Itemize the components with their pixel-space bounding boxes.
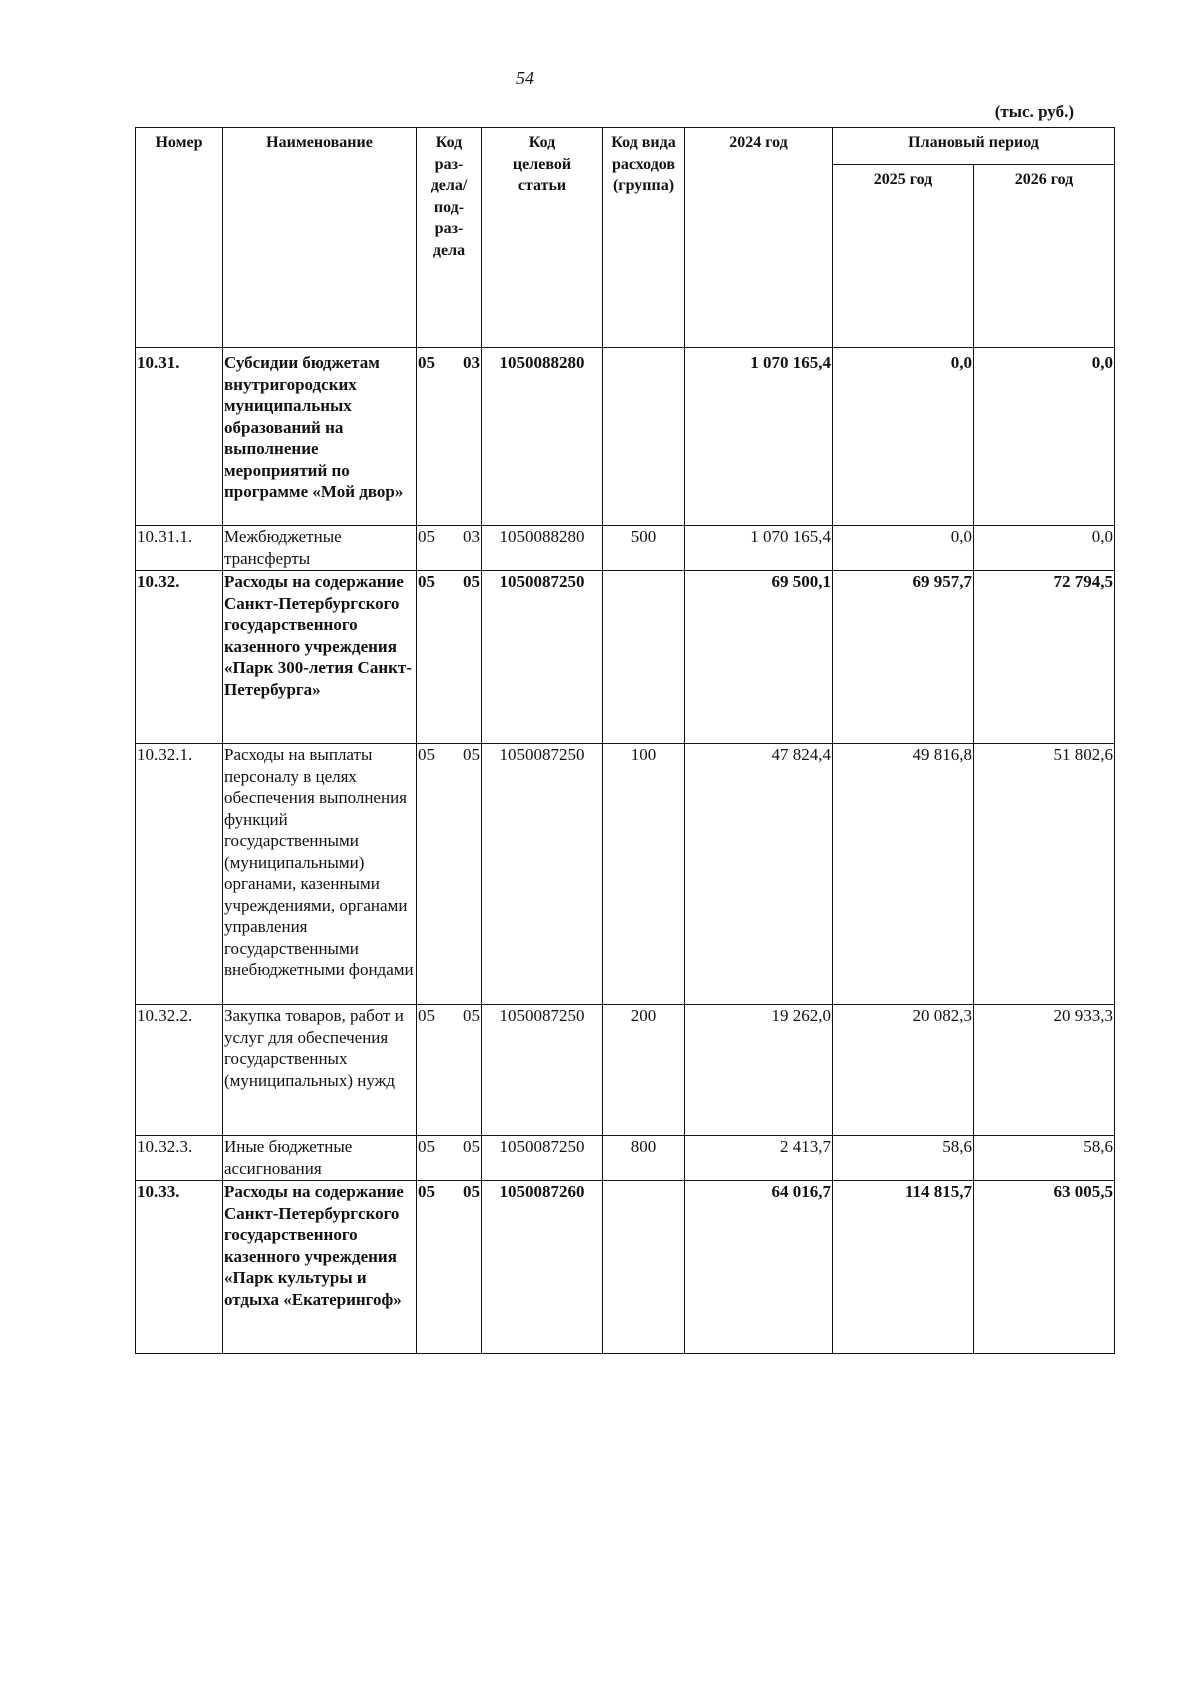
row-subrazdel-code: 05 bbox=[463, 572, 480, 591]
row-target: 1050087250 bbox=[482, 1136, 603, 1181]
row-group: 200 bbox=[603, 1005, 685, 1136]
header-name: Наименование bbox=[223, 128, 417, 348]
table-row bbox=[136, 1136, 1115, 1181]
row-amount-2026: 51 802,6 bbox=[974, 744, 1115, 1005]
page-number: 54 bbox=[516, 68, 534, 88]
row-target: 1050087250 bbox=[482, 1005, 603, 1136]
header-2026: 2026 год bbox=[974, 165, 1115, 348]
row-name: Расходы на содержание Санкт-Петербургского государственного казенного учреждения «Парк 300-летия Санкт-Петербурга» bbox=[223, 571, 417, 744]
header-razdel-line: под- bbox=[433, 198, 465, 216]
row-amount-2024: 19 262,0 bbox=[685, 1005, 833, 1136]
row-razdel bbox=[417, 571, 482, 744]
row-amount-2026: 58,6 bbox=[974, 1136, 1115, 1181]
row-group bbox=[603, 1181, 685, 1354]
header-target bbox=[482, 128, 603, 348]
row-number: 10.32.1. bbox=[136, 744, 223, 1005]
table-row bbox=[136, 1005, 1115, 1136]
row-amount-2024: 1 070 165,4 bbox=[685, 526, 833, 571]
row-subrazdel-code: 03 bbox=[463, 353, 480, 372]
row-subrazdel-code: 05 bbox=[463, 1006, 480, 1025]
row-amount-2026: 63 005,5 bbox=[974, 1181, 1115, 1354]
row-amount-2026: 72 794,5 bbox=[974, 571, 1115, 744]
header-razdel-line: раз- bbox=[434, 155, 464, 173]
row-amount-2024: 69 500,1 bbox=[685, 571, 833, 744]
row-razdel bbox=[417, 744, 482, 1005]
row-razdel-code: 05 bbox=[418, 527, 435, 546]
table-header bbox=[136, 128, 1115, 348]
header-expense-line: расходов bbox=[611, 155, 676, 173]
table-row bbox=[136, 526, 1115, 571]
row-amount-2025: 49 816,8 bbox=[833, 744, 974, 1005]
row-group: 500 bbox=[603, 526, 685, 571]
header-2025: 2025 год bbox=[833, 165, 974, 348]
header-razdel-line: Код bbox=[435, 134, 463, 151]
row-subrazdel-code: 05 bbox=[463, 1182, 480, 1201]
header-target-line: статьи bbox=[517, 177, 567, 194]
header-razdel-line: раз- bbox=[434, 220, 464, 237]
header-target-line: целевой bbox=[512, 155, 572, 173]
row-razdel bbox=[417, 1181, 482, 1354]
row-razdel-code: 05 bbox=[418, 1137, 435, 1156]
row-amount-2025: 69 957,7 bbox=[833, 571, 974, 744]
row-number: 10.31. bbox=[136, 348, 223, 526]
row-amount-2024: 1 070 165,4 bbox=[685, 348, 833, 526]
row-name: Расходы на содержание Санкт-Петербургского государственного казенного учреждения «Парк культуры и отдыха «Екатерингоф» bbox=[223, 1181, 417, 1354]
row-razdel-code: 05 bbox=[418, 1182, 435, 1201]
row-razdel-code: 05 bbox=[418, 1006, 435, 1025]
budget-table bbox=[135, 127, 1115, 1354]
row-razdel bbox=[417, 348, 482, 526]
row-target: 1050087250 bbox=[482, 571, 603, 744]
row-amount-2025: 0,0 bbox=[833, 348, 974, 526]
row-razdel bbox=[417, 1136, 482, 1181]
row-razdel-code: 05 bbox=[418, 745, 435, 764]
row-amount-2024: 47 824,4 bbox=[685, 744, 833, 1005]
row-subrazdel-code: 05 bbox=[463, 745, 480, 764]
row-name: Межбюджетные трансферты bbox=[223, 526, 417, 571]
header-expense-line: (группа) bbox=[612, 177, 675, 194]
header-razdel-line: дела bbox=[432, 241, 466, 259]
header-2024: 2024 год bbox=[685, 128, 833, 348]
row-name: Иные бюджетные ассигнования bbox=[223, 1136, 417, 1181]
row-number: 10.32.3. bbox=[136, 1136, 223, 1181]
row-target: 1050087250 bbox=[482, 744, 603, 1005]
row-amount-2026: 0,0 bbox=[974, 526, 1115, 571]
row-group bbox=[603, 348, 685, 526]
header-expense bbox=[603, 128, 685, 348]
table-row bbox=[136, 571, 1115, 744]
row-amount-2025: 58,6 bbox=[833, 1136, 974, 1181]
row-target: 1050088280 bbox=[482, 526, 603, 571]
header-planned-period: Плановый период bbox=[833, 128, 1115, 165]
row-subrazdel-code: 03 bbox=[463, 527, 480, 546]
row-amount-2026: 0,0 bbox=[974, 348, 1115, 526]
header-number: Номер bbox=[136, 128, 223, 348]
row-number: 10.32. bbox=[136, 571, 223, 744]
row-amount-2025: 20 082,3 bbox=[833, 1005, 974, 1136]
header-target-line: Код bbox=[528, 134, 556, 151]
row-number: 10.31.1. bbox=[136, 526, 223, 571]
row-group: 100 bbox=[603, 744, 685, 1005]
header-razdel bbox=[417, 128, 482, 348]
row-razdel-code: 05 bbox=[418, 572, 435, 591]
row-amount-2024: 64 016,7 bbox=[685, 1181, 833, 1354]
row-razdel bbox=[417, 526, 482, 571]
row-razdel bbox=[417, 1005, 482, 1136]
row-number: 10.33. bbox=[136, 1181, 223, 1354]
units-label: (тыс. руб.) bbox=[994, 102, 1074, 121]
table-row bbox=[136, 1181, 1115, 1354]
row-amount-2026: 20 933,3 bbox=[974, 1005, 1115, 1136]
row-group bbox=[603, 571, 685, 744]
row-target: 1050088280 bbox=[482, 348, 603, 526]
row-name: Расходы на выплаты персоналу в целях обеспечения выполнения функций государственными (муниципальными) органами, казенными учреждениями, органами управления государственными внебюджетными фондами bbox=[223, 744, 417, 1005]
row-target: 1050087260 bbox=[482, 1181, 603, 1354]
row-name: Субсидии бюджетам внутригородских муниципальных образований на выполнение мероприятий по программе «Мой двор» bbox=[223, 348, 417, 526]
row-amount-2024: 2 413,7 bbox=[685, 1136, 833, 1181]
header-expense-line: Код вида bbox=[611, 134, 676, 151]
row-razdel-code: 05 bbox=[418, 353, 435, 372]
row-subrazdel-code: 05 bbox=[463, 1137, 480, 1156]
row-amount-2025: 114 815,7 bbox=[833, 1181, 974, 1354]
table-row bbox=[136, 348, 1115, 526]
row-amount-2025: 0,0 bbox=[833, 526, 974, 571]
header-razdel-line: дела/ bbox=[430, 177, 468, 194]
row-group: 800 bbox=[603, 1136, 685, 1181]
row-number: 10.32.2. bbox=[136, 1005, 223, 1136]
table-row bbox=[136, 744, 1115, 1005]
row-name: Закупка товаров, работ и услуг для обеспечения государственных (муниципальных) нужд bbox=[223, 1005, 417, 1136]
